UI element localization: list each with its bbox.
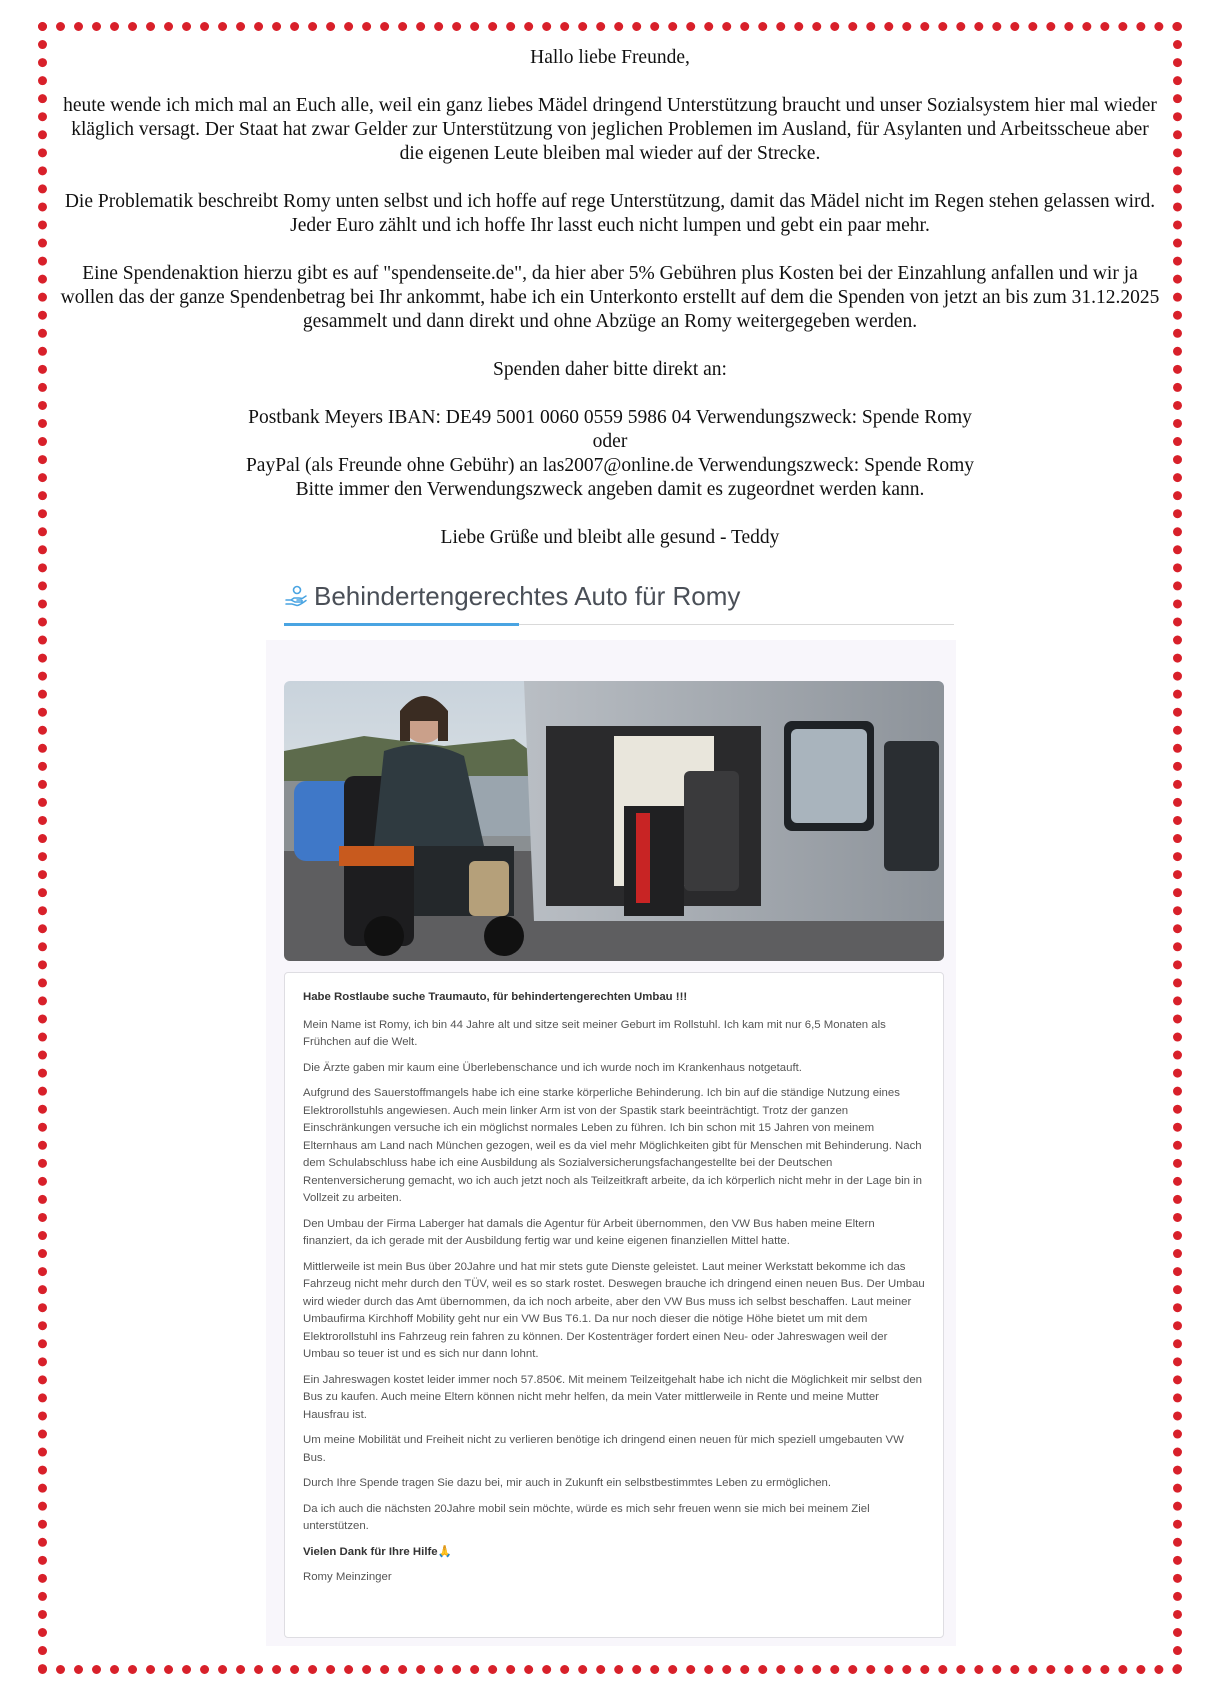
hand-heart-icon [284, 584, 308, 608]
campaign-story-card [284, 972, 944, 1638]
greeting: Hallo liebe Freunde, [530, 47, 690, 68]
story-paragraph: Durch Ihre Spende tragen Sie dazu bei, mir auch in Zukunft ein selbstbestimmtes Leben zu ermöglichen. [303, 1477, 832, 1489]
signature: Romy Meinzinger [303, 1571, 392, 1583]
reference-note: Bitte immer den Verwendungszweck angeben damit es zugeordnet werden kann. [295, 479, 925, 500]
campaign-title: Behindertengerechtes Auto für Romy [314, 580, 741, 611]
letter [60, 46, 1160, 574]
campaign-photo [284, 681, 944, 961]
letter-paragraph-1: heute wende ich mich mal an Euch alle, weil ein ganz liebes Mädel dringend Unterstützung braucht und unser Sozialsystem hier mal wieder kläglich versagt. Der Staat hat zwar Gelder zur Unterstützung von jeglichen Problemen im Ausland, für Asylanten und Arbeitsscheue aber die eigenen Leute bleiben mal wieder auf der Strecke. [63, 95, 1157, 164]
donate-intro: Spenden daher bitte direkt an: [493, 359, 727, 380]
story-paragraph: Den Umbau der Firma Laberger hat damals die Agentur für Arbeit übernommen, den VW Bus haben meine Eltern finanziert, da ich gerade mit der Ausbildung fertig war und keine eigenen finanziellen Mittel hatte. [303, 1217, 875, 1247]
letter-paragraph-3: Eine Spendenaktion hierzu gibt es auf "spendenseite.de", da hier aber 5% Gebühren plus Kosten bei der Einzahlung anfallen und wir ja wollen das der ganze Spendenbetrag bei Ihr ankommt, habe ich ein Unterkonto erstellt auf dem die Spenden von jetzt an bis zum 31.12.2025 gesammelt und dann direkt und ohne Abzüge an Romy weitergegeben werden. [60, 263, 1160, 332]
closing: Liebe Grüße und bleibt alle gesund - Teddy [440, 527, 780, 548]
photo-illustration [284, 681, 944, 961]
or-text: oder [592, 431, 628, 452]
campaign-screenshot [266, 566, 956, 1646]
story-heading: Habe Rostlaube suche Traumauto, für behindertengerechten Umbau !!! [303, 991, 688, 1003]
story-paragraph: Ein Jahreswagen kostet leider immer noch 57.850€. Mit meinem Teilzeitgehalt habe ich nicht die Möglichkeit mir selbst den Bus zu kaufen. Auch meine Eltern können nicht mehr helfen, da mein Vater mittlerweile in Rente und meine Mutter Hausfrau ist. [303, 1373, 922, 1421]
active-tab-indicator [284, 623, 519, 626]
letter-paragraph-2: Die Problematik beschreibt Romy unten selbst und ich hoffe auf rege Unterstützung, damit das Mädel nicht im Regen stehen gelassen wird. Jeder Euro zählt und ich hoffe Ihr lasst euch nicht lumpen und gebt ein paar mehr. [64, 191, 1156, 236]
campaign-header [284, 576, 740, 616]
paypal-details: PayPal (als Freunde ohne Gebühr) an las2007@online.de Verwendungszweck: Spende Romy [245, 455, 975, 476]
thanks-text: Vielen Dank für Ihre Hilfe🙏 [303, 1545, 452, 1558]
story-paragraph: Um meine Mobilität und Freiheit nicht zu verlieren benötige ich dringend einen neuen für mich speziell umgebauten VW Bus. [303, 1434, 904, 1464]
story-paragraph: Aufgrund des Sauerstoffmangels habe ich eine starke körperliche Behinderung. Ich bin auf die ständige Nutzung eines Elektrorollstuhls angewiesen. Auch mein linker Arm ist von der Spastik stark beeinträchtigt. Trotz der ganzen Einschränkungen versuche ich ein möglichst normales Leben zu führen. Ich bin schon mit 15 Jahren von meinem Elternhaus am Land nach München gezogen, weil es da viel mehr Möglichkeiten gibt für Menschen mit Behinderung. Nach dem Schulabschluss habe ich eine Ausbildung als Sozialversicherungsfachangestellte bei der Deutschen Rentenversicherung gemacht, wo ich auch jetzt noch als Teilzeitkraft arbeite, da ich körperlich nicht mehr in der Lage bin in Vollzeit zu arbeiten. [303, 1087, 923, 1204]
story-paragraph: Mein Name ist Romy, ich bin 44 Jahre alt und sitze seit meiner Geburt im Rollstuhl. Ich kam mit nur 6,5 Monaten als Frühchen auf die Welt. [303, 1018, 886, 1048]
story-paragraph: Mittlerweile ist mein Bus über 20Jahre und hat mir stets gute Dienste geleistet. Laut meiner Werkstatt bekomme ich das Fahrzeug nicht mehr durch den TÜV, weil es so stark rostet. Deswegen brauche ich dringend einen neuen Bus. Der Umbau wird wieder durch das Amt übernommen, da ich noch arbeite, aber den VW Bus muss ich selbst beschaffen. Laut meiner Umbaufirma Kirchhoff Mobility geht nur ein VW Bus T6.1. Da nur noch dieser die nötige Höhe bietet um mit dem Elektrorollstuhl ins Fahrzeug rein fahren zu können. Der Kostenträger fordert einen Neu- oder Jahreswagen weil der Umbau so teuer ist und es sich nur dann lohnt. [303, 1260, 925, 1360]
bank-details: Postbank Meyers IBAN: DE49 5001 0060 0559 5986 04 Verwendungszweck: Spende Romy [248, 407, 972, 428]
story-paragraph: Da ich auch die nächsten 20Jahre mobil sein möchte, würde es mich sehr freuen wenn sie mich bei meinem Ziel unterstützen. [303, 1502, 870, 1532]
story-paragraph: Die Ärzte gaben mir kaum eine Überlebenschance und ich wurde noch im Krankenhaus notgetauft. [303, 1061, 802, 1074]
